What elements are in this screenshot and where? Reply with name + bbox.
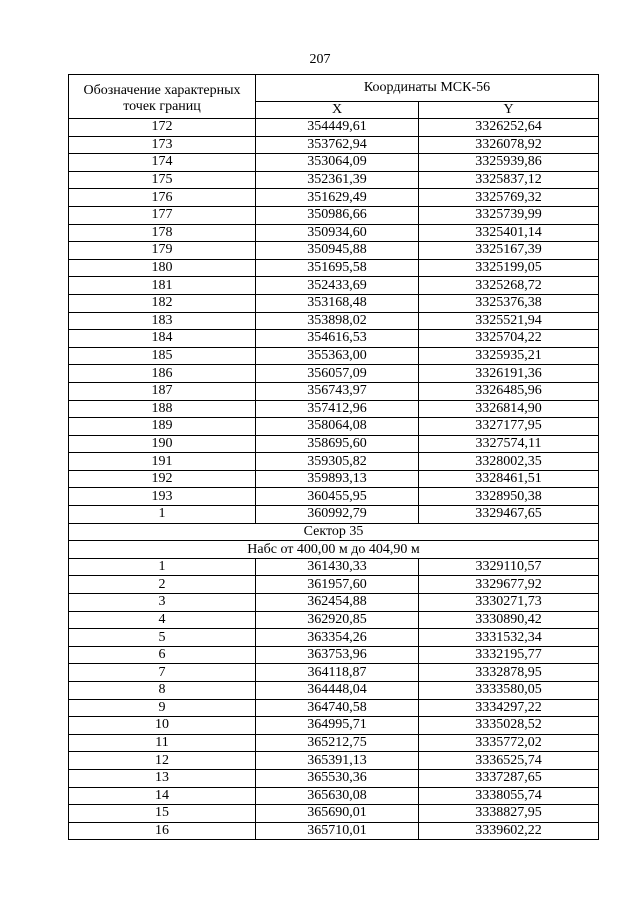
- y-coordinate-cell: 3338055,74: [419, 787, 599, 805]
- y-coordinate-cell: 3332878,95: [419, 664, 599, 682]
- table-row: [69, 365, 599, 383]
- table-row: [69, 418, 599, 436]
- table-row: [69, 805, 599, 823]
- table-row: [69, 453, 599, 471]
- y-coordinate-cell: 3338827,95: [419, 805, 599, 823]
- y-coordinate-cell: 3326191,36: [419, 365, 599, 383]
- y-coordinate-cell: 3335028,52: [419, 717, 599, 735]
- x-coordinate-cell: 355363,00: [256, 347, 419, 365]
- x-coordinate-cell: 352361,39: [256, 171, 419, 189]
- point-number-cell: 173: [69, 136, 256, 154]
- x-coordinate-cell: 364118,87: [256, 664, 419, 682]
- y-coordinate-cell: 3325837,12: [419, 171, 599, 189]
- x-coordinate-cell: 364995,71: [256, 717, 419, 735]
- x-coordinate-cell: 361957,60: [256, 576, 419, 594]
- point-number-cell: 176: [69, 189, 256, 207]
- table-row: [69, 154, 599, 172]
- point-number-cell: 6: [69, 646, 256, 664]
- table-row: [69, 119, 599, 137]
- point-number-cell: 182: [69, 294, 256, 312]
- table-row: [69, 576, 599, 594]
- sector-title: Сектор 35: [69, 523, 599, 541]
- table-row: [69, 769, 599, 787]
- y-coordinate-cell: 3325167,39: [419, 242, 599, 260]
- point-number-cell: 177: [69, 206, 256, 224]
- point-number-cell: 15: [69, 805, 256, 823]
- x-coordinate-cell: 362920,85: [256, 611, 419, 629]
- point-number-cell: 16: [69, 822, 256, 840]
- y-coordinate-cell: 3326078,92: [419, 136, 599, 154]
- y-coordinate-cell: 3329467,65: [419, 506, 599, 524]
- y-coordinate-cell: 3329677,92: [419, 576, 599, 594]
- point-number-cell: 185: [69, 347, 256, 365]
- y-coordinate-cell: 3330890,42: [419, 611, 599, 629]
- y-coordinate-cell: 3325704,22: [419, 330, 599, 348]
- x-coordinate-cell: 361430,33: [256, 558, 419, 576]
- y-coordinate-cell: 3333580,05: [419, 682, 599, 700]
- x-coordinate-cell: 353168,48: [256, 294, 419, 312]
- y-column-header: Y: [419, 102, 599, 119]
- table-row: [69, 734, 599, 752]
- table-row: [69, 206, 599, 224]
- x-coordinate-cell: 365630,08: [256, 787, 419, 805]
- x-coordinate-cell: 354616,53: [256, 330, 419, 348]
- table-row: [69, 136, 599, 154]
- y-coordinate-cell: 3335772,02: [419, 734, 599, 752]
- table-row: [69, 699, 599, 717]
- point-number-cell: 179: [69, 242, 256, 260]
- x-coordinate-cell: 364740,58: [256, 699, 419, 717]
- y-coordinate-cell: 3331532,34: [419, 629, 599, 647]
- y-coordinate-cell: 3328002,35: [419, 453, 599, 471]
- y-coordinate-cell: 3339602,22: [419, 822, 599, 840]
- x-coordinate-cell: 357412,96: [256, 400, 419, 418]
- x-coordinate-cell: 359305,82: [256, 453, 419, 471]
- point-number-cell: 5: [69, 629, 256, 647]
- x-coordinate-cell: 359893,13: [256, 470, 419, 488]
- y-coordinate-cell: 3326814,90: [419, 400, 599, 418]
- table-row: [69, 629, 599, 647]
- y-coordinate-cell: 3325939,86: [419, 154, 599, 172]
- table-row: [69, 277, 599, 295]
- page-number: 207: [309, 52, 331, 67]
- y-coordinate-cell: 3334297,22: [419, 699, 599, 717]
- table-row: [69, 470, 599, 488]
- x-coordinate-cell: 350945,88: [256, 242, 419, 260]
- table-row: [69, 664, 599, 682]
- table-row: [69, 347, 599, 365]
- point-number-cell: 181: [69, 277, 256, 295]
- table-row: [69, 189, 599, 207]
- y-coordinate-cell: 3336525,74: [419, 752, 599, 770]
- x-coordinate-cell: 363354,26: [256, 629, 419, 647]
- point-number-cell: 1: [69, 558, 256, 576]
- point-number-cell: 191: [69, 453, 256, 471]
- point-number-cell: 9: [69, 699, 256, 717]
- point-number-cell: 7: [69, 664, 256, 682]
- y-coordinate-cell: 3328461,51: [419, 470, 599, 488]
- x-coordinate-cell: 356057,09: [256, 365, 419, 383]
- y-coordinate-cell: 3325376,38: [419, 294, 599, 312]
- y-coordinate-cell: 3325521,94: [419, 312, 599, 330]
- point-number-cell: 186: [69, 365, 256, 383]
- x-coordinate-cell: 356743,97: [256, 382, 419, 400]
- x-coordinate-cell: 354449,61: [256, 119, 419, 137]
- table-row: [69, 242, 599, 260]
- x-coordinate-cell: 352433,69: [256, 277, 419, 295]
- x-coordinate-cell: 351629,49: [256, 189, 419, 207]
- point-number-cell: 183: [69, 312, 256, 330]
- table-row: [69, 330, 599, 348]
- x-coordinate-cell: 360992,79: [256, 506, 419, 524]
- y-coordinate-cell: 3329110,57: [419, 558, 599, 576]
- point-number-cell: 2: [69, 576, 256, 594]
- y-coordinate-cell: 3326252,64: [419, 119, 599, 137]
- point-label-header: Обозначение характерных точек границ: [69, 75, 256, 119]
- x-coordinate-cell: 365530,36: [256, 769, 419, 787]
- table-row: [69, 506, 599, 524]
- table-row: [69, 717, 599, 735]
- point-number-cell: 10: [69, 717, 256, 735]
- point-number-cell: 175: [69, 171, 256, 189]
- x-coordinate-cell: 353762,94: [256, 136, 419, 154]
- y-coordinate-cell: 3330271,73: [419, 594, 599, 612]
- x-coordinate-cell: 364448,04: [256, 682, 419, 700]
- x-coordinate-cell: 365212,75: [256, 734, 419, 752]
- table-row: [69, 312, 599, 330]
- table-row: [69, 171, 599, 189]
- table-row: [69, 488, 599, 506]
- point-number-cell: 174: [69, 154, 256, 172]
- x-coordinate-cell: 365690,01: [256, 805, 419, 823]
- y-coordinate-cell: 3325935,21: [419, 347, 599, 365]
- table-body-part-b: [69, 558, 599, 840]
- table-row: [69, 646, 599, 664]
- point-number-cell: 187: [69, 382, 256, 400]
- x-coordinate-cell: 350986,66: [256, 206, 419, 224]
- table-row: [69, 259, 599, 277]
- point-number-cell: 14: [69, 787, 256, 805]
- x-coordinate-cell: 362454,88: [256, 594, 419, 612]
- x-coordinate-cell: 365391,13: [256, 752, 419, 770]
- y-coordinate-cell: 3325401,14: [419, 224, 599, 242]
- x-coordinate-cell: 358064,08: [256, 418, 419, 436]
- y-coordinate-cell: 3337287,65: [419, 769, 599, 787]
- table-row: [69, 752, 599, 770]
- x-coordinate-cell: 365710,01: [256, 822, 419, 840]
- table-row: [69, 382, 599, 400]
- table-row: [69, 224, 599, 242]
- x-coordinate-cell: 350934,60: [256, 224, 419, 242]
- y-coordinate-cell: 3326485,96: [419, 382, 599, 400]
- point-number-cell: 184: [69, 330, 256, 348]
- y-coordinate-cell: 3327574,11: [419, 435, 599, 453]
- point-number-cell: 178: [69, 224, 256, 242]
- point-number-cell: 172: [69, 119, 256, 137]
- y-coordinate-cell: 3325739,99: [419, 206, 599, 224]
- point-number-cell: 192: [69, 470, 256, 488]
- table-row: [69, 822, 599, 840]
- sector-header-group: [69, 523, 599, 558]
- y-coordinate-cell: 3332195,77: [419, 646, 599, 664]
- coords-title-header: Координаты МСК-56: [256, 75, 599, 102]
- point-number-cell: 8: [69, 682, 256, 700]
- y-coordinate-cell: 3325268,72: [419, 277, 599, 295]
- point-number-cell: 12: [69, 752, 256, 770]
- point-number-cell: 1: [69, 506, 256, 524]
- table-row: [69, 787, 599, 805]
- point-number-cell: 193: [69, 488, 256, 506]
- point-number-cell: 13: [69, 769, 256, 787]
- coordinates-table: [68, 74, 599, 840]
- table-row: [69, 435, 599, 453]
- x-coordinate-cell: 353898,02: [256, 312, 419, 330]
- x-column-header: X: [256, 102, 419, 119]
- table-row: [69, 400, 599, 418]
- x-coordinate-cell: 363753,96: [256, 646, 419, 664]
- point-number-cell: 188: [69, 400, 256, 418]
- point-number-cell: 180: [69, 259, 256, 277]
- x-coordinate-cell: 351695,58: [256, 259, 419, 277]
- table-row: [69, 682, 599, 700]
- y-coordinate-cell: 3325769,32: [419, 189, 599, 207]
- table-body-part-a: [69, 119, 599, 524]
- point-number-cell: 190: [69, 435, 256, 453]
- point-number-cell: 11: [69, 734, 256, 752]
- table-row: [69, 294, 599, 312]
- sector-row: [69, 523, 599, 541]
- height-range-row: [69, 541, 599, 559]
- table-row: [69, 611, 599, 629]
- x-coordinate-cell: 360455,95: [256, 488, 419, 506]
- y-coordinate-cell: 3327177,95: [419, 418, 599, 436]
- point-number-cell: 3: [69, 594, 256, 612]
- height-range: Набс от 400,00 м до 404,90 м: [69, 541, 599, 559]
- y-coordinate-cell: 3325199,05: [419, 259, 599, 277]
- x-coordinate-cell: 358695,60: [256, 435, 419, 453]
- point-number-cell: 4: [69, 611, 256, 629]
- y-coordinate-cell: 3328950,38: [419, 488, 599, 506]
- point-number-cell: 189: [69, 418, 256, 436]
- table-row: [69, 594, 599, 612]
- table-row: [69, 558, 599, 576]
- x-coordinate-cell: 353064,09: [256, 154, 419, 172]
